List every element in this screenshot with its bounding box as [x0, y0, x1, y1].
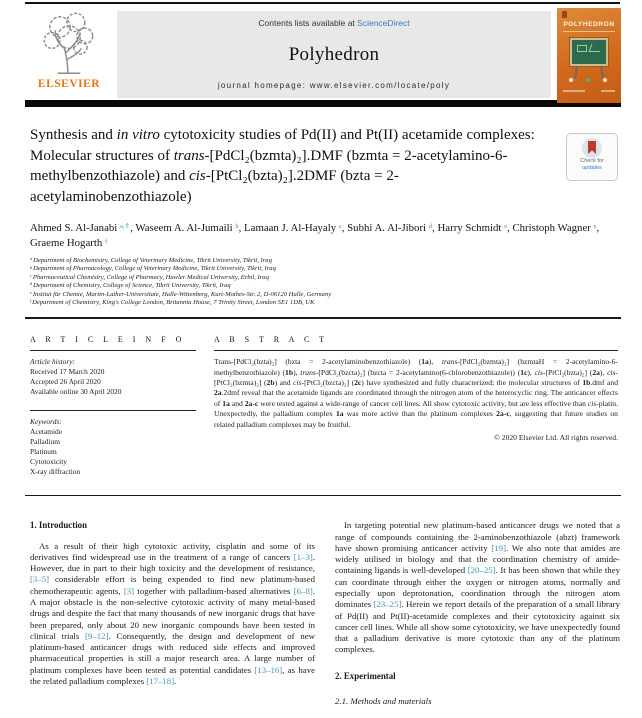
- body-column-right: [335, 520, 620, 707]
- affiliation-item: $^b$ Department of Pharmacology, College of Veterinary Medicine, Tikrit University, Tikrit, Iraq: [30, 264, 276, 273]
- keyword-item: X-ray diffraction: [30, 466, 81, 476]
- abstract-column: [214, 335, 618, 485]
- chalkboard-image: [570, 38, 608, 66]
- cover-emblem-icon: [562, 11, 567, 18]
- info-section: [30, 335, 618, 485]
- chalk-drawing: [589, 44, 603, 52]
- affiliation-item: $^e$ Institut für Chemie, Martin-Luther-Universitate, Halle-Wittenberg, Kurt-Mothes-Str. 2, D-06120 Halle, Germany: [30, 289, 332, 298]
- citation-link[interactable]: [3–5]: [30, 574, 50, 585]
- citation-link[interactable]: [13–16]: [254, 664, 283, 675]
- check-badge-label: updates: [582, 164, 602, 171]
- contents-text: Contents lists available at: [258, 18, 358, 28]
- affiliation-item: $^a$ Department of Biochemistry, College of Veterinary Medicine, Tikrit University, Tikrit, Iraq: [30, 256, 272, 264]
- cover-divider: [563, 31, 615, 32]
- journal-banner: [117, 11, 551, 98]
- body-paragraph: In targeting potential new platinum-based anticancer drugs we noted that a range of compounds containing the 2-aminobenzothiazole (abzt) framework have shown promising anticancer activity [19]. We also note that amides are widely utilised in biology and that the coordination chemistry of amide-containing ligands is well-developed [20–25]. It has been shown that while they can coordinate through either the oxygen or nitrogen atoms, normally and especially upon deprotonation, coordination through the nitrogen atom dominates [23–25]. Herein we report details of the preparation of a small library of Pd(II) and Pt(II)-acetamide complexes and their cytotoxicity against six cancer cell lines. While all show some cytotoxicity, we have unexpectedly found that a palladium derivative is more cytotoxic than any of the platinum complexes.: [335, 520, 621, 655]
- sciencedirect-link[interactable]: ScienceDirect: [357, 18, 410, 28]
- keyword-item: Palladium: [30, 436, 60, 446]
- keywords-label: Keywords:: [30, 416, 62, 426]
- divider: [214, 350, 618, 351]
- check-for-updates-badge[interactable]: [566, 133, 618, 181]
- body-column-left: [30, 520, 315, 707]
- journal-cover: [557, 8, 621, 103]
- article-body: [30, 520, 620, 707]
- title-row: [30, 125, 618, 207]
- article-history-label: Article history:: [30, 356, 75, 366]
- affiliation-item: $^c$ Pharmaceutical Chemistry, College of Pharmacy, Hawler Medical University, Erbil, Iraq: [30, 272, 269, 281]
- cover-footer-text: [563, 90, 585, 92]
- divider: [30, 410, 196, 411]
- cover-title: POLYHEDRON: [563, 21, 615, 28]
- copyright-line: © 2020 Elsevier Ltd. All rights reserved.: [494, 433, 618, 443]
- citation-link[interactable]: [1–3]: [293, 551, 313, 562]
- paper-title: Synthesis and in vitro cytotoxicity studies of Pd(II) and Pt(II) acetamide complexes: Molecular structures of trans-[PdCl₂(bzmta)₂].DMF (bzmta = 2-acetylamino-6-methylbenzothiazole) and cis-[PtCl₂(bzta)₂].2DMF (bzta = 2-acetylaminobenzothiazole): [30, 127, 535, 205]
- elsevier-tree-icon: [35, 10, 103, 80]
- top-divider: [25, 2, 620, 4]
- citation-link[interactable]: [3]: [123, 585, 135, 596]
- section-divider: [25, 317, 621, 318]
- board-leg: [574, 66, 578, 78]
- history-item: Available online 30 April 2020: [30, 386, 122, 396]
- journal-header: [25, 8, 621, 98]
- intro-heading: 1. Introduction: [30, 520, 88, 531]
- journal-article-page: [0, 2, 642, 718]
- experimental-heading: 2. Experimental: [335, 670, 396, 681]
- cover-footer-text: [601, 90, 615, 92]
- citation-link[interactable]: [9–12]: [85, 630, 109, 641]
- homepage-link[interactable]: journal homepage: www.elsevier.com/locate/poly: [217, 81, 451, 90]
- chalk-drawing: [577, 45, 587, 52]
- abstract-heading: A B S T R A C T: [214, 334, 329, 344]
- citation-link[interactable]: [23–25]: [373, 599, 402, 610]
- history-item: Received 17 March 2020: [30, 366, 105, 376]
- affiliation-item: $^f$ Department of Chemistry, King's College London, Britannia House, 7 Trinity Street, London SE1 1DB, UK: [30, 298, 315, 307]
- keyword-item: Platinum: [30, 446, 57, 456]
- molecule-dot: [569, 78, 573, 82]
- affiliations-list: [30, 257, 612, 307]
- citation-link[interactable]: [20–25]: [467, 565, 496, 576]
- authors-line: Ahmed S. Al-Janabi $^{a,⇑}$, Waseem A. Al-Jumaili $^b$, Lamaan J. Al-Hayaly $^c$, Subhi A. Al-Jibori $^d$, Harry Schmidt $^e$, Christoph Wagner $^e$, Graeme Hogarth $^f$: [30, 222, 600, 249]
- molecule-dot: [586, 78, 590, 82]
- keyword-item: Cytotoxicity: [30, 456, 67, 466]
- elsevier-logo: [25, 8, 113, 98]
- citation-link[interactable]: [19]: [491, 542, 506, 553]
- elsevier-wordmark: ELSEVIER: [37, 78, 101, 90]
- methods-subheading: 2.1. Methods and materials: [335, 696, 432, 707]
- board-leg: [600, 66, 604, 78]
- abstract-text: Trans-[PdCl₂(bzta)₂] (bzta = 2-acetylaminobenzothiazole) (1a), trans-[PdCl₂(bzmta)₂] (bzmtaH = 2-acetylamino-6-methylbenzothiazole) (1b), trans-[PdCl₂(bzcta)₂] (bzcta = 2-acetylamino(6-chlorobenzothiazole)) (1c), cis-[PtCl₂(bzta)₂] (2a), cis-[PtCl₂(bzmta)₂] (2b) and cis-[PtCl₂(bzcta)₂] (2c) have synthesized and fully characterized; the molecular structures of 1b.dmf and 2a.2dmf reveal that the acetamide ligands are coordinated through the nitrogen atom of the heterocyclic ring. The anticancer effects of 1a and 2a-c were tested against a wide-range of cancer cell lines. All show cytotoxic activity, but are less effective than cis-platin. Unexpectedly, the palladium complex 1a was more active than the platinum complexes 2a-c, suggesting that future studies on related palladium complexes may be fruitful.: [214, 357, 619, 429]
- header-divider-bar: [25, 100, 621, 107]
- check-badge-label: Check for: [580, 158, 604, 164]
- molecule-dot: [603, 78, 607, 82]
- section-divider: [25, 495, 621, 496]
- affiliation-item: $^d$ Department of Chemistry, College of Science, Tikrit University, Tikrit, Iraq: [30, 281, 231, 290]
- keyword-item: Acetamide: [30, 426, 63, 436]
- journal-title: Polyhedron: [288, 43, 380, 65]
- citation-link[interactable]: [17–18]: [146, 676, 175, 687]
- contents-line: [117, 18, 551, 28]
- article-info-heading: A R T I C L E I N F O: [30, 334, 186, 344]
- intro-paragraph: As a result of their high cytotoxic activity, cisplatin and some of its derivatives find widespread use in the treatment of a range of cancers [1–3]. However, due in part to their high toxicity and the development of resistance, [3–5] considerable effort is being expended to find new platinum-based chemotherapeutic agents, [3] together with palladium-based alternatives [6–8]. A major obstacle is the non-selective cytotoxic activity of many metal-based drugs and despite the fact that many thousands of new inorganic drugs that have been prepared, only about 20 new inorganic compounds have been tested in clinical trials [9–12]. Consequently, the design and development of new platinum-based anticancer drugs with reduced side effects and improved pharmaceutical properties is still a major research area. A large number of platinum complexes have been tested as potential candidates [13–16], as have the related palladium complexes [17–18].: [30, 540, 315, 687]
- bookmark-icon: [582, 138, 602, 158]
- article-info-column: [30, 335, 196, 485]
- history-item: Accepted 26 April 2020: [30, 376, 101, 386]
- divider: [30, 350, 196, 351]
- citation-link[interactable]: [6–8]: [293, 585, 313, 596]
